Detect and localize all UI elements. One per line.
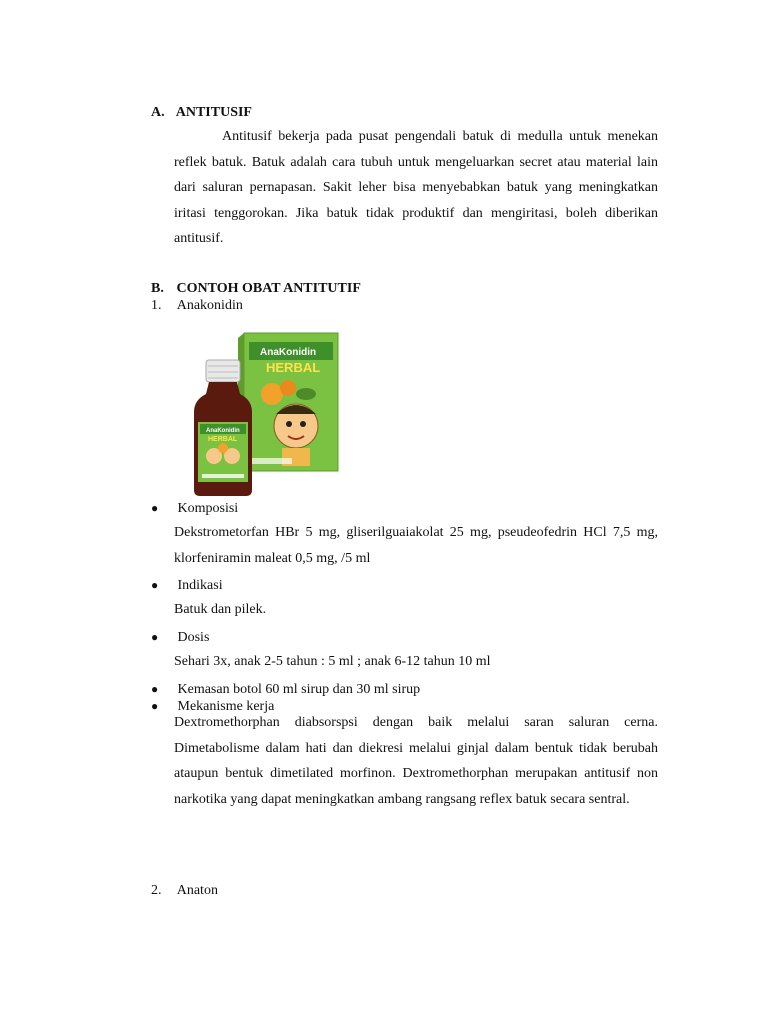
komposisi-text: Dekstrometorfan HBr 5 mg, gliserilguaiakolat 25 mg, pseudeofedrin HCl 7,5 mg, klorfeniramin maleat 0,5 mg, /5 ml	[174, 525, 658, 566]
bullet-dot: ●	[151, 699, 159, 713]
box-brand-text: AnaKonidin	[260, 347, 317, 358]
item-2-number: 2.	[151, 883, 162, 898]
bullet-label: Dosis	[177, 630, 210, 645]
box-herbal-text: HERBAL	[266, 360, 321, 375]
dosis-text: Sehari 3x, anak 2-5 tahun : 5 ml ; anak 6-12 tahun 10 ml	[174, 654, 491, 669]
bullet-label: Indikasi	[177, 578, 223, 593]
anakonidin-product-image	[194, 330, 346, 498]
bullet-dot: ●	[151, 682, 159, 696]
svg-text:HERBAL: HERBAL	[208, 436, 238, 443]
cough-syrup-bottle-and-box-icon	[194, 330, 346, 498]
bullet-label: Komposisi	[177, 501, 239, 516]
section-a-title: ANTITUSIF	[175, 105, 252, 120]
section-a-paragraph: Antitusif bekerja pada pusat pengendali batuk di medulla untuk menekan reflek batuk. Batuk adalah cara tubuh untuk mengeluarkan secret atau material lain dari saluran pernapasan. Sakit leher bisa menyebabkan batuk yang meningkatkan iritasi tenggorokan. Jika batuk tidak produktif dan mengiritasi, boleh diberikan antitusif.	[174, 129, 658, 246]
section-a-heading	[151, 104, 252, 122]
numbered-item-2	[151, 882, 218, 900]
svg-text:AnaKonidin: AnaKonidin	[206, 428, 240, 434]
bullet-dot: ●	[151, 501, 159, 515]
item-2-name: Anaton	[176, 883, 218, 898]
bullet-komposisi	[151, 499, 238, 518]
bullet-dot: ●	[151, 578, 159, 592]
section-a-letter: A.	[151, 105, 165, 120]
section-b-letter: B.	[151, 281, 164, 296]
section-b-heading	[151, 280, 361, 298]
mekanisme-text: Dextromethorphan diabsorspsi dengan baik melalui saran saluran cerna. Dimetabolisme dalam hati dan diekresi melalui ginjal dalam bentuk tidak berubah ataupun bentuk dimetilated morfinon. Dextromethorphan merupakan antitusif non narkotika yang dapat meningkatkan ambang rangsang reflex batuk secara sentral.	[174, 715, 658, 807]
bullet-indikasi	[151, 576, 223, 595]
bullet-dot: ●	[151, 630, 159, 644]
bullet-label: Kemasan botol 60 ml sirup dan 30 ml sirup	[177, 682, 421, 697]
indikasi-text: Batuk dan pilek.	[174, 602, 267, 617]
item-1-name: Anakonidin	[176, 298, 243, 313]
bullet-label: Mekanisme kerja	[177, 699, 275, 714]
numbered-item-1	[151, 297, 243, 315]
bullet-dosis	[151, 628, 209, 647]
section-b-title: CONTOH OBAT ANTITUTIF	[176, 281, 361, 296]
item-1-number: 1.	[151, 298, 162, 313]
